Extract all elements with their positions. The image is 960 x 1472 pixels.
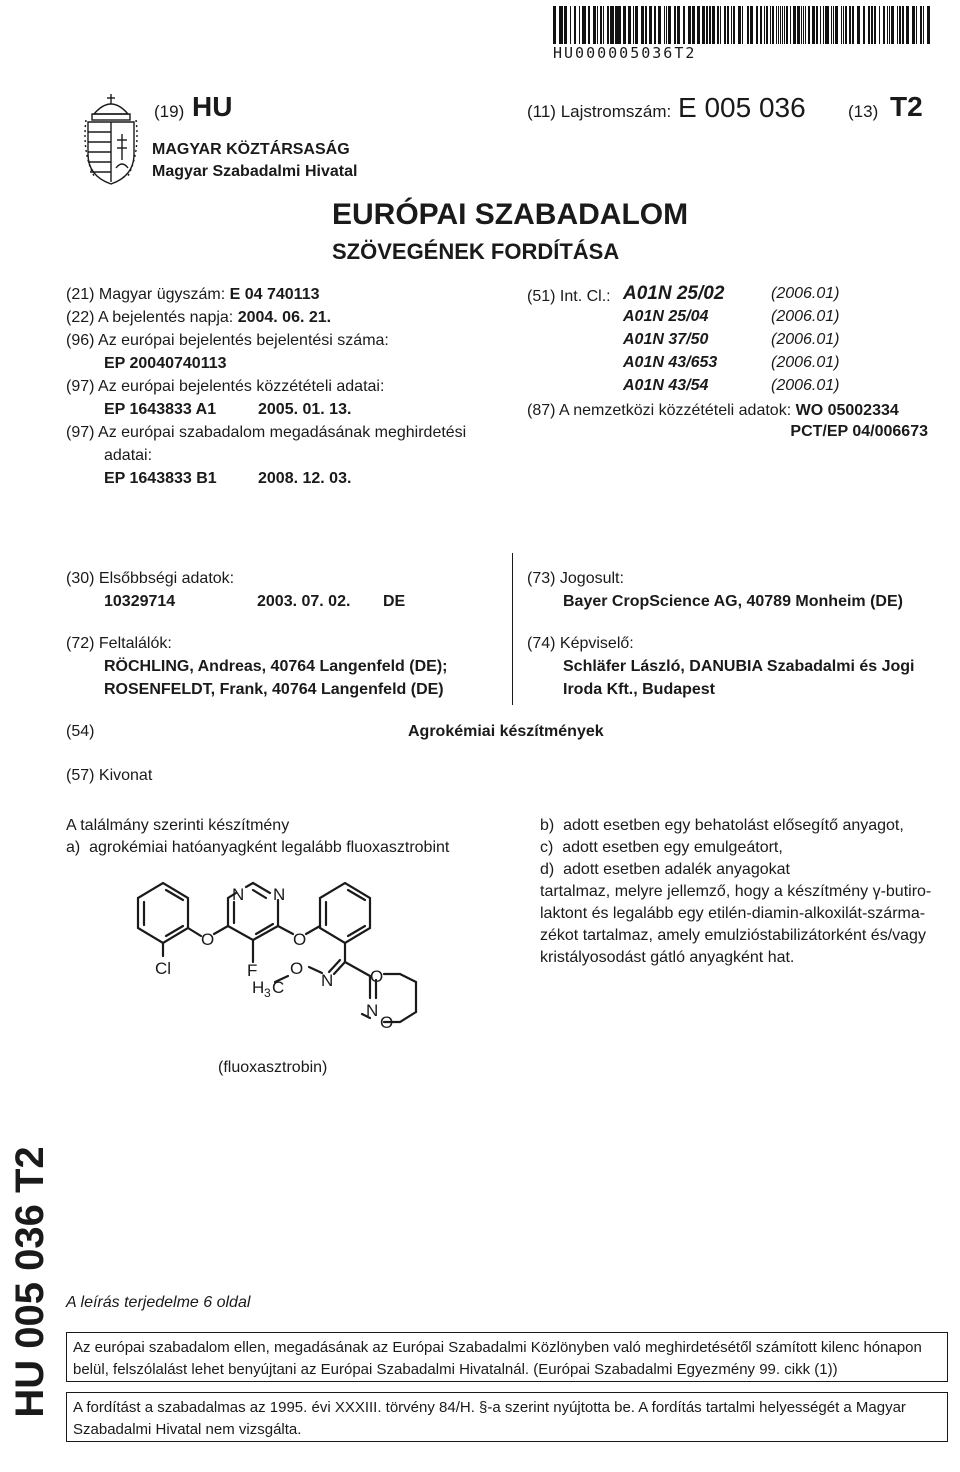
barcode-bar <box>843 6 844 44</box>
barcode-bar <box>889 6 890 44</box>
barcode-bar <box>916 6 917 44</box>
barcode-bar <box>897 6 898 44</box>
abstract-right-5: laktont és legalább egy etilén-diamin-alkoxilát-szárma- <box>540 905 926 922</box>
barcode-bar <box>712 6 715 44</box>
barcode-bar <box>688 6 691 44</box>
barcode-bar <box>887 6 888 44</box>
barcode-bar <box>623 6 626 44</box>
barcode-bar <box>720 6 721 44</box>
field-87-label: (87) A nemzetközi közzétételi adatok: <box>527 402 792 419</box>
field-97b-label-line1: (97) Az európai szabadalom megadásának meghirdetési <box>66 424 467 441</box>
barcode-bar <box>778 6 779 44</box>
barcode-bar <box>574 6 576 44</box>
barcode-bar <box>816 6 818 44</box>
translation-notice: A fordítást a szabadalmas az 1995. évi XXXIII. törvény 84/H. §-a szerint nyújtotta be. A fordítás tartalmi helyességét a Magyar Szabadalmi Hivatal nem vizsgálta. <box>66 1392 948 1442</box>
barcode-bar <box>610 6 611 44</box>
barcode-bar <box>913 6 915 44</box>
barcode-bar <box>666 6 667 44</box>
barcode-bar <box>868 6 870 44</box>
barcode-bar <box>801 6 802 44</box>
priority-country: DE <box>383 593 406 610</box>
barcode-bar <box>864 6 865 44</box>
barcode-bar <box>831 6 832 44</box>
ipc-label: (51) Int. Cl.: <box>527 288 611 305</box>
barcode-bar <box>750 6 753 44</box>
barcode-bar <box>635 6 638 44</box>
field-97a-label: (97) Az európai bejelentés közzétételi adatai: <box>66 378 385 395</box>
barcode-bar <box>553 6 554 44</box>
abstract-right-3: d) adott esetben adalék anyagokat <box>540 861 790 878</box>
barcode-bar <box>923 6 924 44</box>
atom-n3: N <box>321 971 334 990</box>
country-name: MAGYAR KÖZTÁRSASÁG <box>152 141 350 158</box>
field-30-label: (30) Elsőbbségi adatok: <box>66 570 235 587</box>
barcode-bar <box>782 6 783 44</box>
barcode-bar <box>805 6 806 44</box>
barcode-bar <box>747 6 749 44</box>
atom-h-subscript: 3 <box>264 986 271 1000</box>
representative-line1: Schläfer László, DANUBIA Szabadalmi és Jogi <box>563 658 915 675</box>
barcode-bar <box>607 6 609 44</box>
office-name: Magyar Szabadalmi Hivatal <box>152 163 358 180</box>
barcode-bar <box>733 6 735 44</box>
column-divider <box>512 553 513 705</box>
atom-n1: N <box>232 885 245 904</box>
barcode-bar <box>852 6 854 44</box>
atom-o2: O <box>293 930 307 949</box>
barcode-bar <box>927 6 930 44</box>
atom-h: H <box>252 978 265 997</box>
atom-cl: Cl <box>155 959 172 978</box>
country-code: HU <box>192 91 233 122</box>
document-title: EURÓPAI SZABADALOM <box>332 198 689 231</box>
barcode-bar <box>780 6 781 44</box>
abstract-left-2: a) agrokémiai hatóanyagként legalább fluoxasztrobint <box>66 839 450 856</box>
barcode-bar <box>760 6 762 44</box>
barcode-bar <box>891 6 894 44</box>
barcode-bar <box>912 6 913 44</box>
barcode-bar <box>883 6 884 44</box>
barcode-bar <box>702 6 705 44</box>
barcode-bar <box>803 6 804 44</box>
field-74-label: (74) Képviselő: <box>527 635 634 652</box>
barcode-bar <box>564 6 567 44</box>
field-21-label: (21) Magyar ügyszám: <box>66 286 226 303</box>
barcode-bar <box>618 6 621 44</box>
atom-o1: O <box>201 930 215 949</box>
field-97a-number: EP 1643833 A1 <box>104 401 217 418</box>
barcode-bar <box>717 6 719 44</box>
barcode-bar <box>727 6 729 44</box>
barcode-bar <box>845 6 847 44</box>
invention-title: Agrokémiai készítmények <box>408 723 604 740</box>
barcode-bar <box>797 6 800 44</box>
barcode-bar <box>570 6 571 44</box>
barcode-bar <box>654 6 656 44</box>
inventor-2: ROSENFELDT, Frank, 40764 Langenfeld (DE) <box>104 681 444 698</box>
registration-number: E 005 036 <box>678 92 806 123</box>
ipc-code: A01N 43/653 <box>623 354 718 371</box>
barcode-bar <box>884 6 885 44</box>
barcode-bar <box>589 6 590 44</box>
ipc-version: (2006.01) <box>771 331 840 348</box>
barcode-bar <box>706 6 708 44</box>
atom-o5: O <box>380 1013 394 1032</box>
abstract-right-1: b) adott esetben egy behatolást elősegítő anyagot, <box>540 817 904 834</box>
barcode-bar <box>770 6 771 44</box>
barcode-bar <box>645 6 647 44</box>
field-87-pct: PCT/EP 04/006673 <box>790 423 928 440</box>
page-count: A leírás terjedelme 6 oldal <box>66 1294 251 1311</box>
barcode-bar <box>841 6 842 44</box>
field-97a-date: 2005. 01. 13. <box>258 401 352 418</box>
owner-value: Bayer CropScience AG, 40789 Monheim (DE) <box>563 593 903 610</box>
barcode-bar <box>594 6 596 44</box>
barcode-bar <box>766 6 768 44</box>
barcode-bar <box>738 6 741 44</box>
barcode-bar <box>875 6 876 44</box>
barcode-bar <box>879 6 880 44</box>
atom-n2: N <box>273 885 286 904</box>
abstract-right-6: zékot tartalmaz, amely emulzióstabilizátorként és/vagy <box>540 927 926 944</box>
barcode-bar <box>674 6 676 44</box>
ipc-code: A01N 25/04 <box>623 308 709 325</box>
barcode-bar <box>900 6 901 44</box>
barcode-bar <box>812 6 815 44</box>
barcode-bar <box>920 6 922 44</box>
barcode-bar <box>709 6 711 44</box>
barcode-bar <box>833 6 834 44</box>
barcode-bar <box>742 6 743 44</box>
barcode-bar <box>902 6 904 44</box>
opposition-notice: Az európai szabadalom ellen, megadásának az Európai Szabadalmi Közlönyben való meghirdetésétől számított kilenc hónapon belül, felszólalást lehet benyújtani az Európai Szabadalmi Hivatalnál. (Európai Szabadalmi Egyezmény 99. cikk (1)) <box>66 1332 948 1382</box>
barcode-bar <box>823 6 824 44</box>
barcode-bar <box>808 6 810 44</box>
field-87-wo: WO 05002334 <box>795 402 899 419</box>
registration-label: (11) Lajstromszám: <box>527 102 672 121</box>
inid-19: (19) <box>154 102 185 121</box>
ipc-version: (2006.01) <box>771 377 840 394</box>
barcode-bar <box>554 6 556 44</box>
barcode-bar <box>764 6 765 44</box>
barcode-bar <box>835 6 838 44</box>
chemical-structure <box>130 870 450 1040</box>
inventor-1: RÖCHLING, Andreas, 40764 Langenfeld (DE); <box>104 658 448 675</box>
barcode <box>553 6 931 44</box>
barcode-bar <box>820 6 821 44</box>
barcode-bar <box>786 6 788 44</box>
ipc-version: (2006.01) <box>771 285 840 302</box>
barcode-bar <box>756 6 758 44</box>
barcode-bar <box>579 6 580 44</box>
barcode-bar <box>617 6 618 44</box>
barcode-bar <box>664 6 665 44</box>
hungarian-coat-of-arms-icon <box>80 92 142 188</box>
barcode-bar <box>597 6 598 44</box>
field-97b-label-line2: adatai: <box>104 447 153 464</box>
field-87 <box>527 399 899 422</box>
barcode-bar <box>593 6 594 44</box>
barcode-bar <box>615 6 617 44</box>
field-22-value: 2004. 06. 21. <box>237 309 332 326</box>
barcode-bar <box>603 6 604 44</box>
ipc-code: A01N 37/50 <box>623 331 709 348</box>
vertical-document-id: HU 005 036 T2 <box>8 1146 52 1418</box>
barcode-bar <box>641 6 644 44</box>
ipc-code: A01N 25/02 <box>623 283 725 304</box>
barcode-bar <box>583 6 586 44</box>
barcode-bar <box>724 6 726 44</box>
barcode-bar <box>793 6 796 44</box>
field-22 <box>66 306 331 329</box>
barcode-bar <box>677 6 680 44</box>
barcode-bar <box>692 6 695 44</box>
barcode-bar <box>611 6 612 44</box>
priority-date: 2003. 07. 02. <box>257 593 351 610</box>
barcode-bar <box>560 6 563 44</box>
atom-n4: N <box>366 1001 379 1020</box>
barcode-bar <box>649 6 650 44</box>
barcode-bar <box>697 6 700 44</box>
ipc-version: (2006.01) <box>771 308 840 325</box>
field-73-label: (73) Jogosult: <box>527 570 624 587</box>
barcode-bar <box>683 6 685 44</box>
barcode-bar <box>776 6 777 44</box>
barcode-bar <box>874 6 875 44</box>
ipc-version: (2006.01) <box>771 354 840 371</box>
barcode-bar <box>899 6 900 44</box>
barcode-bar <box>790 6 791 44</box>
barcode-text: HU000005036T2 <box>553 44 697 62</box>
barcode-bar <box>633 6 634 44</box>
barcode-bar <box>906 6 909 44</box>
atom-o4: O <box>370 967 384 986</box>
barcode-bar <box>731 6 732 44</box>
barcode-bar <box>863 6 864 44</box>
field-54-code: (54) <box>66 723 95 740</box>
barcode-bar <box>588 6 589 44</box>
field-57-label: (57) Kivonat <box>66 767 153 784</box>
kind-code: T2 <box>890 91 923 122</box>
document-subtitle: SZÖVEGÉNEK FORDÍTÁSA <box>332 239 620 264</box>
barcode-bar <box>559 6 560 44</box>
abstract-right-7: kristályosodást gátló anyagként hat. <box>540 949 795 966</box>
barcode-bar <box>600 6 602 44</box>
structure-caption: (fluoxasztrobin) <box>218 1059 328 1076</box>
atom-o3: O <box>290 959 304 978</box>
field-97b-date: 2008. 12. 03. <box>258 470 352 487</box>
field-21-value: E 04 740113 <box>229 286 320 303</box>
atom-c: C <box>272 978 285 997</box>
barcode-bar <box>628 6 631 44</box>
barcode-bar <box>668 6 671 44</box>
inid-13: (13) <box>848 102 879 121</box>
barcode-bar <box>871 6 873 44</box>
field-97b-number: EP 1643833 B1 <box>104 470 217 487</box>
field-96-value: EP 20040740113 <box>104 355 227 372</box>
abstract-right-4: tartalmaz, melyre jellemző, hogy a készítmény γ-butiro- <box>540 883 932 900</box>
field-72-label: (72) Feltalálók: <box>66 635 172 652</box>
representative-line2: Iroda Kft., Budapest <box>563 681 716 698</box>
field-22-label: (22) A bejelentés napja: <box>66 309 234 326</box>
barcode-bar <box>612 6 614 44</box>
abstract-left-1: A találmány szerinti készítmény <box>66 817 290 834</box>
atom-f: F <box>247 961 258 980</box>
field-21 <box>66 283 320 306</box>
barcode-bar <box>650 6 652 44</box>
barcode-bar <box>772 6 774 44</box>
barcode-bar <box>857 6 860 44</box>
barcode-bar <box>827 6 829 44</box>
barcode-bar <box>849 6 851 44</box>
barcode-bar <box>784 6 785 44</box>
priority-number: 10329714 <box>104 593 176 610</box>
ipc-code: A01N 43/54 <box>623 377 709 394</box>
barcode-bar <box>658 6 661 44</box>
abstract-right-2: c) adott esetben egy emulgeátort, <box>540 839 783 856</box>
field-96-label: (96) Az európai bejelentés bejelentési száma: <box>66 332 389 349</box>
